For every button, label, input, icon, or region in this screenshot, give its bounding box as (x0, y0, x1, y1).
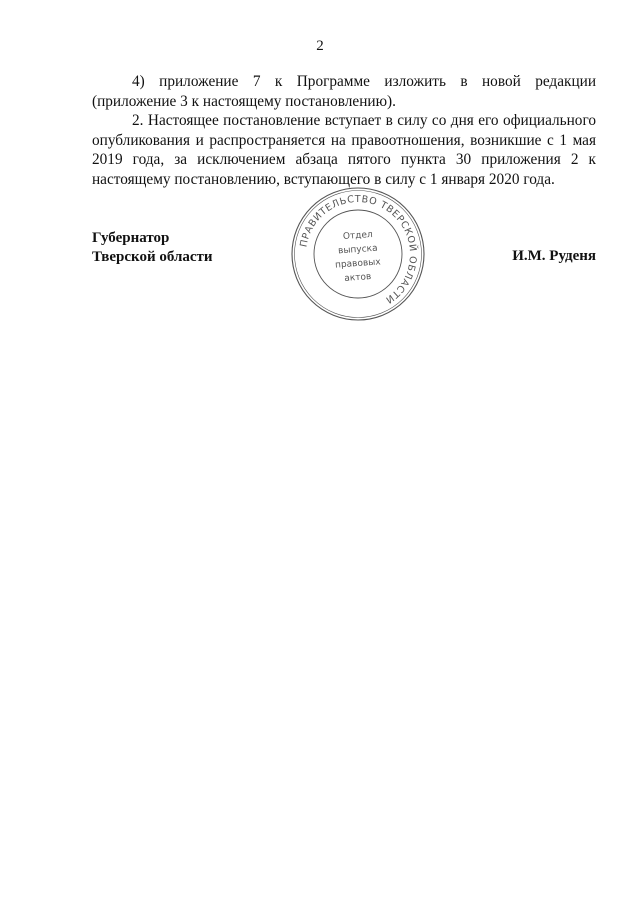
page-number: 2 (316, 38, 324, 54)
seal-graphic (290, 186, 426, 322)
paragraph-effective-date: 2. Настоящее постановление вступает в силу со дня его официального опубликования и распространяется на правоотношения, возникшие с 1 мая 2019 года, за исключением абзаца пятого пункта 30 приложения 2 к настоящему постановлению, вступающего в силу с 1 января 2020 года. (92, 112, 596, 188)
official-seal-stamp (290, 186, 426, 322)
seal-center-line-2: выпуска (337, 243, 378, 257)
paragraph-item-4: 4) приложение 7 к Программе изложить в новой редакции (приложение 3 к настоящему постановлению). (92, 73, 596, 110)
seal-center-line-3: правовых (334, 257, 381, 271)
seal-center-line-4: актов (344, 272, 372, 284)
seal-center-line-1: Отдел (342, 229, 374, 243)
seal-ring-text: ПРАВИТЕЛЬСТВО ТВЕРСКОЙ ОБЛАСТИ (298, 193, 419, 306)
signatory-name: И.М. Руденя (512, 248, 596, 264)
signatory-position-line1: Губернатор (92, 230, 170, 246)
signatory-position (92, 229, 213, 267)
seal-center-text (335, 230, 382, 284)
document-body (92, 72, 596, 190)
signatory-position-line2: Тверской области (92, 249, 213, 265)
